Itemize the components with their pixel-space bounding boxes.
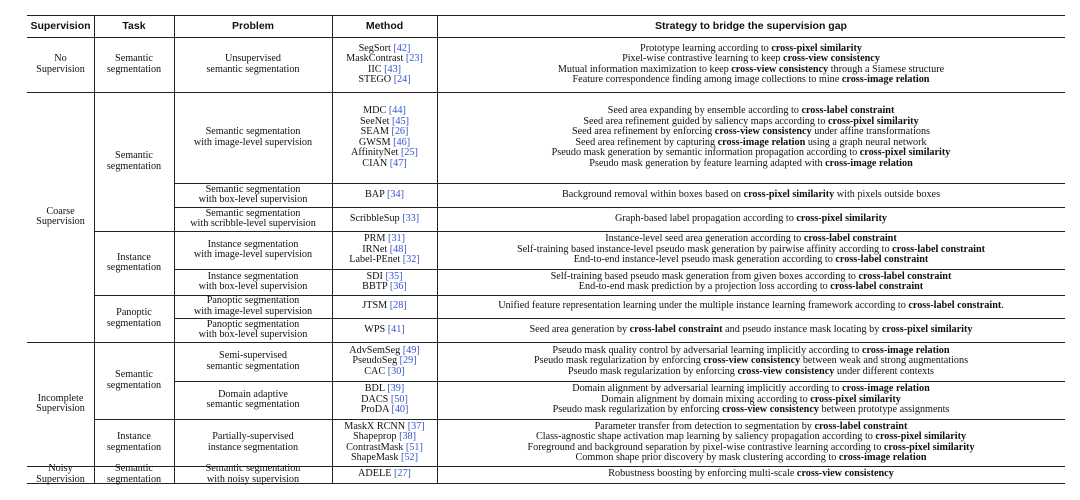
comparison-table bbox=[27, 15, 1065, 483]
strategy-line bbox=[437, 255, 1065, 266]
strategy-keyword: cross-label constraint bbox=[803, 233, 897, 245]
problem-cell bbox=[174, 54, 332, 75]
problem-cell-line: with noisy supervision bbox=[206, 473, 300, 485]
strategy-text: Graph-based label propagation according to bbox=[615, 212, 797, 224]
strategy-text: Pseudo mask quality control by adversarial learning implicitly according to bbox=[552, 344, 862, 356]
citation-link[interactable]: [28] bbox=[389, 300, 407, 312]
method-label: SDI bbox=[366, 270, 386, 282]
method-cell bbox=[332, 422, 437, 464]
rule-line bbox=[94, 419, 1065, 420]
strategy-text: Class-agnostic shape activation map learning by saliency propagation according to bbox=[535, 431, 876, 442]
citation-link[interactable]: [45] bbox=[391, 115, 409, 127]
task-cell-line: segmentation bbox=[106, 160, 162, 172]
strategy-line bbox=[437, 159, 1065, 170]
strategy-keyword: cross-pixel similarity bbox=[883, 441, 975, 453]
strategy-text: Mutual information maximization to keep bbox=[557, 63, 732, 75]
strategy-text: under affine transformations bbox=[811, 126, 931, 137]
method-label: BBTP bbox=[362, 281, 390, 292]
citation-link[interactable]: [47] bbox=[389, 157, 407, 169]
method-cell bbox=[332, 469, 437, 480]
method-label: STEGO bbox=[358, 74, 394, 85]
supervision-incomplete-line: Incomplete bbox=[37, 392, 84, 404]
task-cell-line: Panoptic bbox=[116, 307, 152, 318]
method-label: Label-PEnet bbox=[349, 254, 403, 266]
problem-cell-line: with image-level supervision bbox=[193, 305, 313, 317]
strategy-text: Feature correspondence finding among image collections to mine bbox=[572, 74, 842, 85]
method-label: MaskContrast bbox=[346, 53, 406, 64]
strategy-keyword: cross-pixel similarity bbox=[881, 323, 973, 335]
strategy-text: Pseudo mask generation by feature learning adapted with bbox=[589, 157, 826, 169]
strategy-keyword: cross-view consistency bbox=[703, 355, 801, 367]
strategy-text: and pseudo instance mask locating by bbox=[722, 323, 882, 335]
task-cell-line: segmentation bbox=[106, 379, 162, 391]
problem-cell-line: Semi-supervised bbox=[219, 350, 287, 361]
citation-link[interactable]: [37] bbox=[407, 420, 425, 432]
problem-cell bbox=[174, 127, 332, 148]
method-cell bbox=[332, 106, 437, 169]
group-rule bbox=[27, 342, 1065, 343]
citation-link[interactable]: [42] bbox=[393, 42, 411, 54]
method-cell bbox=[332, 272, 437, 293]
citation-link[interactable]: [52] bbox=[401, 452, 419, 463]
problem-cell-line: Unsupervised bbox=[224, 53, 282, 64]
citation-link[interactable]: [32] bbox=[402, 254, 420, 266]
strategy-keyword: cross-pixel similarity bbox=[828, 115, 919, 127]
citation-link[interactable]: [36] bbox=[389, 281, 407, 292]
task-cell-line: segmentation bbox=[106, 317, 162, 329]
strategy-cell bbox=[437, 190, 1065, 201]
method-label: BDL bbox=[364, 383, 388, 395]
method-cell bbox=[332, 214, 437, 225]
citation-link[interactable]: [50] bbox=[390, 393, 408, 405]
header-task: Task bbox=[122, 20, 146, 32]
strategy-text: with pixels outside boxes bbox=[834, 188, 941, 200]
strategy-line bbox=[437, 325, 1065, 336]
strategy-line bbox=[437, 367, 1065, 378]
task-cell-line: segmentation bbox=[106, 473, 162, 485]
problem-cell-line: with image-level supervision bbox=[193, 249, 313, 260]
citation-link[interactable]: [27] bbox=[393, 468, 411, 480]
method-label: PseudoSeg bbox=[352, 355, 400, 367]
method-cell bbox=[332, 384, 437, 416]
strategy-text: Self-training based instance-level pseudo mask generation by pairwise affinity according to bbox=[516, 243, 893, 255]
strategy-text: Prototype learning according to bbox=[640, 42, 772, 54]
method-name bbox=[332, 405, 437, 416]
strategy-text: Pseudo mask regularization by enforcing bbox=[567, 365, 738, 377]
task-cell-line: segmentation bbox=[106, 441, 162, 453]
problem-cell-line: semantic segmentation bbox=[206, 63, 300, 75]
strategy-keyword: cross-image relation bbox=[838, 452, 927, 463]
task-cell bbox=[94, 54, 174, 75]
rule-line bbox=[174, 381, 1065, 382]
method-name bbox=[332, 255, 437, 266]
strategy-text: through a Siamese structure bbox=[828, 63, 945, 75]
method-label: GWSM bbox=[358, 136, 394, 148]
strategy-line bbox=[437, 282, 1065, 293]
method-label: ADELE bbox=[358, 468, 394, 480]
citation-link[interactable]: [30] bbox=[387, 365, 405, 377]
citation-link[interactable]: [35] bbox=[385, 270, 403, 282]
citation-link[interactable]: [51] bbox=[405, 441, 423, 453]
header-strategy: Strategy to bridge the supervision gap bbox=[655, 20, 847, 32]
strategy-text: Self-training based pseudo mask generation from given boxes according to bbox=[550, 270, 859, 282]
method-name bbox=[332, 190, 437, 201]
task-cell bbox=[94, 253, 174, 274]
problem-cell bbox=[174, 240, 332, 261]
method-cell bbox=[332, 346, 437, 378]
task-cell-line: Semantic bbox=[115, 463, 153, 474]
method-label: ContrastMask bbox=[346, 441, 406, 453]
problem-cell bbox=[174, 185, 332, 206]
problem-cell bbox=[174, 390, 332, 411]
method-label: BAP bbox=[365, 188, 387, 200]
strategy-keyword: cross-view consistency bbox=[722, 404, 819, 416]
method-cell bbox=[332, 190, 437, 201]
task-cell-line: Semantic bbox=[115, 150, 153, 161]
method-label: Shapeprop bbox=[352, 431, 400, 442]
strategy-keyword: cross-pixel similarity bbox=[771, 42, 862, 54]
strategy-keyword: cross-view consistency bbox=[737, 365, 835, 377]
task-cell-line: Instance bbox=[117, 251, 151, 263]
strategy-text: Seed area refinement guided by saliency maps according to bbox=[583, 115, 829, 127]
strategy-keyword: cross-image relation bbox=[861, 344, 950, 356]
strategy-keyword: cross-label constraint bbox=[908, 300, 1002, 312]
supervision-incomplete-line: Supervision bbox=[36, 403, 85, 414]
header-problem: Problem bbox=[231, 20, 274, 32]
problem-cell-line: semantic segmentation bbox=[206, 399, 300, 410]
method-name bbox=[332, 214, 437, 225]
citation-link[interactable]: [24] bbox=[393, 74, 411, 85]
task-cell-line: segmentation bbox=[106, 63, 162, 75]
citation-link[interactable]: [23] bbox=[405, 53, 423, 64]
method-label: IRNet bbox=[362, 243, 390, 255]
problem-cell-line: with box-level supervision bbox=[198, 329, 308, 340]
strategy-keyword: cross-image relation bbox=[841, 74, 930, 85]
strategy-cell bbox=[437, 469, 1065, 480]
supervision-noisy bbox=[27, 464, 94, 485]
strategy-text: End-to-end instance-level pseudo mask generation according to bbox=[573, 254, 836, 266]
supervision-coarse-line: Supervision bbox=[36, 216, 85, 227]
strategy-line bbox=[437, 469, 1065, 480]
problem-cell-line: Panoptic segmentation bbox=[206, 295, 300, 306]
problem-cell-line: Semantic segmentation bbox=[205, 183, 301, 195]
rule-line bbox=[94, 231, 1065, 232]
citation-link[interactable]: [34] bbox=[387, 188, 404, 200]
method-label: SeeNet bbox=[360, 115, 392, 127]
supervision-incomplete bbox=[27, 394, 94, 415]
method-cell bbox=[332, 234, 437, 266]
method-label: ShapeMask bbox=[350, 452, 402, 463]
strategy-text: between weak and strong augmentations bbox=[800, 355, 969, 367]
strategy-keyword: cross-label constraint bbox=[629, 323, 723, 335]
method-label: ProDA bbox=[360, 404, 392, 416]
method-cell bbox=[332, 325, 437, 336]
strategy-keyword: cross-image relation bbox=[717, 136, 806, 148]
strategy-text: Pseudo mask regularization by enforcing bbox=[533, 355, 704, 367]
strategy-keyword: cross-pixel similarity bbox=[743, 188, 835, 200]
citation-link[interactable]: [26] bbox=[391, 126, 409, 137]
problem-cell-line: Partially-supervised bbox=[212, 431, 294, 442]
strategy-keyword: cross-view consistency bbox=[731, 63, 829, 75]
problem-cell bbox=[174, 464, 332, 485]
method-name bbox=[332, 367, 437, 378]
strategy-line bbox=[437, 301, 1065, 312]
strategy-keyword: cross-label constraint bbox=[835, 254, 929, 266]
strategy-text: Unified feature representation learning under the multiple instance learning framework according to bbox=[498, 300, 909, 312]
supervision-no bbox=[27, 54, 94, 75]
problem-cell-line: Domain adaptive bbox=[218, 388, 288, 400]
strategy-cell bbox=[437, 325, 1065, 336]
problem-cell-line: with box-level supervision bbox=[198, 194, 308, 205]
header-supervision: Supervision bbox=[30, 20, 91, 32]
method-label: DACS bbox=[361, 393, 391, 405]
problem-cell-line: instance segmentation bbox=[207, 441, 299, 453]
strategy-text: Pixel-wise contrastive learning to keep bbox=[622, 53, 784, 64]
strategy-text: Background removal within boxes based on bbox=[561, 188, 744, 200]
strategy-keyword: cross-label constraint bbox=[892, 243, 986, 255]
strategy-text: under different contexts bbox=[834, 365, 934, 377]
method-cell bbox=[332, 44, 437, 86]
citation-link[interactable]: [46] bbox=[393, 136, 411, 148]
column-divider bbox=[94, 15, 95, 483]
method-label: SegSort bbox=[358, 42, 394, 54]
strategy-text: Pseudo mask generation by semantic information propagation according to bbox=[551, 147, 860, 158]
method-label: CIAN bbox=[362, 157, 390, 169]
strategy-cell bbox=[437, 301, 1065, 312]
citation-link[interactable]: [43] bbox=[384, 63, 402, 75]
strategy-line bbox=[437, 75, 1065, 86]
strategy-keyword: cross-label constraint bbox=[801, 105, 895, 116]
task-cell-line: segmentation bbox=[106, 262, 162, 273]
supervision-noisy-line: Noisy bbox=[48, 463, 73, 474]
strategy-keyword: cross-image relation bbox=[842, 383, 930, 395]
supervision-coarse bbox=[27, 207, 94, 228]
strategy-cell bbox=[437, 106, 1065, 169]
task-cell-line: Instance bbox=[117, 431, 151, 442]
problem-cell-line: semantic segmentation bbox=[206, 360, 300, 372]
method-label: ScribbleSup bbox=[349, 212, 403, 224]
strategy-cell bbox=[437, 234, 1065, 266]
citation-link[interactable]: [29] bbox=[399, 355, 417, 367]
strategy-text: . bbox=[1001, 300, 1004, 312]
method-label: SEAM bbox=[360, 126, 392, 137]
strategy-text: End-to-end mask prediction by a projection loss according to bbox=[578, 281, 831, 292]
method-label: AdvSemSeg bbox=[349, 344, 403, 356]
citation-link[interactable]: [38] bbox=[399, 431, 417, 442]
strategy-line bbox=[437, 214, 1065, 225]
problem-cell bbox=[174, 272, 332, 293]
strategy-cell bbox=[437, 384, 1065, 416]
problem-cell-line: with box-level supervision bbox=[198, 281, 308, 292]
strategy-text: Foreground and background separation by pixel-wise contrastive learning according to bbox=[527, 441, 884, 453]
strategy-text: Parameter transfer from detection to segmentation by bbox=[594, 420, 815, 432]
strategy-cell bbox=[437, 422, 1065, 464]
problem-cell-line: Instance segmentation bbox=[207, 238, 299, 250]
strategy-text: Seed area expanding by ensemble according to bbox=[607, 105, 802, 116]
strategy-keyword: cross-pixel similarity bbox=[875, 431, 967, 442]
strategy-text: Seed area refinement by enforcing bbox=[571, 126, 715, 137]
strategy-text: between prototype assignments bbox=[818, 404, 950, 416]
method-label: MDC bbox=[363, 105, 389, 116]
strategy-text: Seed area refinement by capturing bbox=[575, 136, 718, 148]
strategy-text: Seed area generation by bbox=[529, 323, 630, 335]
method-name bbox=[332, 453, 437, 464]
strategy-keyword: cross-view consistency bbox=[796, 468, 894, 480]
problem-cell bbox=[174, 296, 332, 317]
problem-cell bbox=[174, 209, 332, 230]
problem-cell-line: with image-level supervision bbox=[193, 136, 313, 148]
group-rule bbox=[27, 92, 1065, 93]
task-cell bbox=[94, 370, 174, 391]
method-cell bbox=[332, 301, 437, 312]
task-cell bbox=[94, 432, 174, 453]
strategy-keyword: cross-label constraint bbox=[830, 281, 924, 292]
supervision-no-line: Supervision bbox=[36, 63, 85, 75]
supervision-coarse-line: Coarse bbox=[46, 205, 75, 217]
problem-cell bbox=[174, 351, 332, 372]
header-rule bbox=[27, 37, 1065, 38]
strategy-text: Common shape prior discovery by mask clustering according to bbox=[575, 452, 839, 463]
strategy-keyword: cross-view consistency bbox=[714, 126, 812, 137]
strategy-keyword: cross-label constraint bbox=[814, 420, 908, 432]
strategy-keyword: cross-view consistency bbox=[783, 53, 880, 64]
strategy-line bbox=[437, 405, 1065, 416]
strategy-text: Robustness boosting by enforcing multi-scale bbox=[608, 468, 797, 480]
method-name bbox=[332, 159, 437, 170]
citation-link[interactable]: [48] bbox=[389, 243, 407, 255]
method-name bbox=[332, 469, 437, 480]
task-cell bbox=[94, 151, 174, 172]
method-label: IIC bbox=[367, 63, 385, 75]
strategy-line bbox=[437, 453, 1065, 464]
strategy-text: Pseudo mask regularization by enforcing bbox=[552, 404, 723, 416]
problem-cell bbox=[174, 320, 332, 341]
method-name bbox=[332, 325, 437, 336]
method-name bbox=[332, 75, 437, 86]
problem-cell-line: Semantic segmentation bbox=[205, 463, 301, 474]
citation-link[interactable]: [25] bbox=[400, 147, 418, 158]
method-label: CAC bbox=[364, 365, 388, 377]
citation-link[interactable]: [41] bbox=[387, 323, 405, 335]
problem-cell bbox=[174, 432, 332, 453]
header-method: Method bbox=[365, 20, 404, 32]
strategy-keyword: cross-image relation bbox=[825, 157, 913, 169]
strategy-text: using a graph neural network bbox=[805, 136, 927, 148]
task-cell bbox=[94, 464, 174, 485]
supervision-no-line: No bbox=[54, 53, 67, 64]
strategy-text: Domain alignment by adversarial learning implicitly according to bbox=[572, 383, 843, 395]
problem-cell-line: Instance segmentation bbox=[207, 270, 299, 282]
strategy-line bbox=[437, 190, 1065, 201]
method-label: AffinityNet bbox=[351, 147, 401, 158]
task-cell-line: Semantic bbox=[115, 53, 153, 64]
citation-link[interactable]: [44] bbox=[388, 105, 406, 116]
problem-cell-line: Semantic segmentation bbox=[205, 207, 301, 219]
method-name bbox=[332, 282, 437, 293]
strategy-text: Instance-level seed area generation according to bbox=[605, 233, 804, 245]
strategy-cell bbox=[437, 346, 1065, 378]
citation-link[interactable]: [49] bbox=[402, 344, 420, 356]
method-label: JTSM bbox=[362, 300, 390, 312]
citation-link[interactable]: [31] bbox=[388, 233, 406, 245]
strategy-cell bbox=[437, 214, 1065, 225]
method-label: PRM bbox=[363, 233, 389, 245]
method-name bbox=[332, 301, 437, 312]
method-label: WPS bbox=[364, 323, 388, 335]
top-rule bbox=[27, 15, 1065, 16]
citation-link[interactable]: [33] bbox=[402, 212, 420, 224]
strategy-keyword: cross-pixel similarity bbox=[810, 393, 901, 405]
citation-link[interactable]: [40] bbox=[391, 404, 409, 416]
strategy-keyword: cross-label constraint bbox=[858, 270, 952, 282]
strategy-cell bbox=[437, 44, 1065, 86]
problem-cell-line: Panoptic segmentation bbox=[206, 318, 300, 330]
strategy-keyword: cross-pixel similarity bbox=[859, 147, 951, 158]
strategy-keyword: cross-pixel similarity bbox=[796, 212, 887, 224]
problem-cell-line: with scribble-level supervision bbox=[190, 218, 316, 229]
strategy-cell bbox=[437, 272, 1065, 293]
method-label: MaskX RCNN bbox=[344, 420, 408, 432]
task-cell-line: Semantic bbox=[115, 369, 153, 380]
citation-link[interactable]: [39] bbox=[387, 383, 405, 395]
strategy-text: Domain alignment by domain mixing according to bbox=[601, 393, 811, 405]
task-cell bbox=[94, 308, 174, 329]
problem-cell-line: Semantic segmentation bbox=[205, 126, 301, 137]
supervision-noisy-line: Supervision bbox=[36, 473, 85, 485]
